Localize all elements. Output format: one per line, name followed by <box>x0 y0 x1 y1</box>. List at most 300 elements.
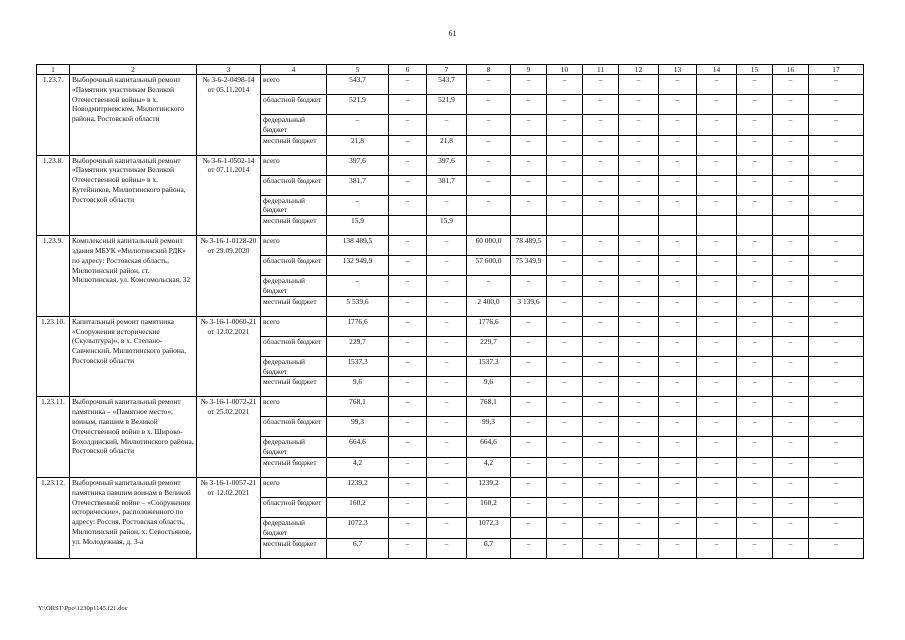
amount-cell: – <box>659 155 697 175</box>
amount-cell: – <box>809 115 864 136</box>
amount-cell: – <box>619 397 659 417</box>
amount-cell <box>619 216 659 236</box>
amount-cell: – <box>389 175 427 195</box>
amount-cell: – <box>697 175 737 195</box>
amount-cell: – <box>547 377 583 397</box>
funding-source: федеральный бюджет <box>261 115 327 136</box>
amount-cell: – <box>583 417 619 437</box>
amount-cell: – <box>619 75 659 95</box>
amount-cell: 138 489,5 <box>327 236 389 256</box>
amount-cell: – <box>389 437 427 458</box>
amount-cell: – <box>737 316 773 336</box>
object-name: Выборочный капитальный ремонт «Памятник участникам Великой Отечественной войны» в х. Кутейников, Милютинского района, Ростовской области <box>70 155 197 236</box>
amount-cell: – <box>659 517 697 538</box>
item-number: 1.23.10. <box>37 316 70 397</box>
amount-cell: – <box>773 195 809 216</box>
amount-cell: – <box>697 276 737 297</box>
amount-cell: – <box>583 175 619 195</box>
amount-cell: – <box>467 75 511 95</box>
amount-cell <box>737 216 773 236</box>
amount-cell: – <box>697 115 737 136</box>
object-name: Выборочный капитальный ремонт памятника – «Памятное место», воинам, павшим в Великой Отечественной войне в х. Широко-Бохолдинский, Милютинского района, Ростовской области <box>70 397 197 478</box>
table-row <box>37 236 864 256</box>
amount-cell: – <box>389 377 427 397</box>
amount-cell: – <box>619 256 659 276</box>
amount-cell: – <box>427 538 467 558</box>
amount-cell: 1537,3 <box>327 356 389 377</box>
amount-cell: – <box>737 477 773 497</box>
amount-cell: – <box>583 437 619 458</box>
column-number-header: 17 <box>809 65 864 75</box>
amount-cell: – <box>583 276 619 297</box>
amount-cell: – <box>773 256 809 276</box>
amount-cell: – <box>659 377 697 397</box>
amount-cell: – <box>737 115 773 136</box>
funding-source: местный бюджет <box>261 216 327 236</box>
amount-cell: – <box>737 75 773 95</box>
amount-cell: – <box>773 276 809 297</box>
amount-cell: – <box>737 155 773 175</box>
amount-cell: – <box>389 135 427 155</box>
amount-cell: – <box>547 336 583 356</box>
amount-cell: – <box>773 175 809 195</box>
amount-cell: – <box>427 417 467 437</box>
amount-cell: – <box>583 195 619 216</box>
amount-cell: 1239,2 <box>327 477 389 497</box>
amount-cell <box>697 216 737 236</box>
amount-cell: – <box>697 135 737 155</box>
amount-cell: – <box>773 457 809 477</box>
column-number-header: 11 <box>583 65 619 75</box>
amount-cell: – <box>547 538 583 558</box>
amount-cell: – <box>737 377 773 397</box>
amount-cell: – <box>389 356 427 377</box>
amount-cell: – <box>697 417 737 437</box>
amount-cell: – <box>619 517 659 538</box>
amount-cell: – <box>467 175 511 195</box>
amount-cell: – <box>697 437 737 458</box>
amount-cell: – <box>389 195 427 216</box>
amount-cell: – <box>809 517 864 538</box>
amount-cell: – <box>583 75 619 95</box>
amount-cell: – <box>583 538 619 558</box>
column-number-header: 6 <box>389 65 427 75</box>
amount-cell: 397,6 <box>327 155 389 175</box>
amount-cell: – <box>389 95 427 115</box>
amount-cell: – <box>697 538 737 558</box>
amount-cell: – <box>659 276 697 297</box>
amount-cell: – <box>427 377 467 397</box>
amount-cell: – <box>809 256 864 276</box>
amount-cell: – <box>809 538 864 558</box>
amount-cell: 78 489,5 <box>511 236 547 256</box>
amount-cell: – <box>583 477 619 497</box>
funding-source: федеральный бюджет <box>261 356 327 377</box>
funding-source: областной бюджет <box>261 256 327 276</box>
column-number-header: 8 <box>467 65 511 75</box>
amount-cell: – <box>659 538 697 558</box>
amount-cell: – <box>427 457 467 477</box>
amount-cell: – <box>547 517 583 538</box>
amount-cell: – <box>619 538 659 558</box>
object-name: Капитальный ремонт памятника «Сооружения исторические (Скульптура)», в х. Степано-Савченский, Милютинского района, Ростовской области <box>70 316 197 397</box>
amount-cell: – <box>547 477 583 497</box>
amount-cell: – <box>547 397 583 417</box>
funding-source: всего <box>261 316 327 336</box>
amount-cell: 15,9 <box>427 216 467 236</box>
amount-cell: – <box>619 195 659 216</box>
amount-cell: – <box>547 135 583 155</box>
amount-cell: – <box>619 236 659 256</box>
amount-cell: – <box>659 296 697 316</box>
amount-cell: – <box>511 477 547 497</box>
amount-cell: – <box>809 75 864 95</box>
column-number-header: 10 <box>547 65 583 75</box>
amount-cell: – <box>547 155 583 175</box>
amount-cell: – <box>697 256 737 276</box>
amount-cell: – <box>773 397 809 417</box>
amount-cell: – <box>809 377 864 397</box>
amount-cell: – <box>773 155 809 175</box>
amount-cell: 4,2 <box>467 457 511 477</box>
amount-cell: – <box>427 296 467 316</box>
amount-cell: – <box>583 457 619 477</box>
amount-cell: – <box>659 437 697 458</box>
amount-cell: 768,1 <box>327 397 389 417</box>
funding-source: местный бюджет <box>261 538 327 558</box>
amount-cell: – <box>389 236 427 256</box>
amount-cell: – <box>427 316 467 336</box>
amount-cell: – <box>547 195 583 216</box>
amount-cell <box>467 216 511 236</box>
amount-cell: – <box>697 316 737 336</box>
amount-cell: 1239,2 <box>467 477 511 497</box>
amount-cell: – <box>619 115 659 136</box>
amount-cell: 664,6 <box>467 437 511 458</box>
amount-cell <box>583 216 619 236</box>
amount-cell: 1072,3 <box>467 517 511 538</box>
amount-cell: – <box>389 397 427 417</box>
amount-cell: – <box>547 437 583 458</box>
amount-cell: – <box>583 497 619 517</box>
footer-file-path: Y:\ORST\Ppo\1230p1145.f21.doc <box>38 605 128 612</box>
amount-cell <box>389 216 427 236</box>
amount-cell: 57 600,0 <box>467 256 511 276</box>
amount-cell: – <box>697 336 737 356</box>
table-body <box>37 75 864 559</box>
amount-cell: – <box>583 356 619 377</box>
amount-cell <box>659 216 697 236</box>
funding-source: местный бюджет <box>261 135 327 155</box>
amount-cell: – <box>427 397 467 417</box>
amount-cell: – <box>511 336 547 356</box>
amount-cell: – <box>659 316 697 336</box>
amount-cell: – <box>467 276 511 297</box>
column-number-header: 9 <box>511 65 547 75</box>
funding-source: областной бюджет <box>261 497 327 517</box>
amount-cell: 4,2 <box>327 457 389 477</box>
amount-cell: – <box>389 155 427 175</box>
amount-cell: – <box>511 538 547 558</box>
column-number-header: 2 <box>70 65 197 75</box>
amount-cell: – <box>809 397 864 417</box>
amount-cell: – <box>809 276 864 297</box>
amount-cell <box>547 216 583 236</box>
amount-cell: – <box>737 397 773 417</box>
funding-source: местный бюджет <box>261 296 327 316</box>
amount-cell: – <box>773 356 809 377</box>
amount-cell: – <box>737 296 773 316</box>
amount-cell: – <box>547 276 583 297</box>
amount-cell: – <box>737 336 773 356</box>
amount-cell: – <box>659 417 697 437</box>
column-number-header: 5 <box>327 65 389 75</box>
amount-cell: – <box>809 175 864 195</box>
amount-cell: – <box>773 115 809 136</box>
amount-cell: 768,1 <box>467 397 511 417</box>
amount-cell: 9,6 <box>327 377 389 397</box>
header-row <box>37 65 864 75</box>
amount-cell: – <box>619 356 659 377</box>
amount-cell: – <box>619 296 659 316</box>
amount-cell: – <box>389 336 427 356</box>
table-row <box>37 155 864 175</box>
page-number: 61 <box>448 29 457 38</box>
amount-cell: 21,8 <box>427 135 467 155</box>
amount-cell: – <box>547 115 583 136</box>
amount-cell: – <box>511 75 547 95</box>
column-number-header: 1 <box>37 65 70 75</box>
amount-cell: – <box>547 316 583 336</box>
amount-cell: – <box>809 356 864 377</box>
amount-cell: – <box>467 95 511 115</box>
item-number: 1.23.11. <box>37 397 70 478</box>
amount-cell: – <box>389 256 427 276</box>
amount-cell: – <box>697 95 737 115</box>
amount-cell: – <box>697 377 737 397</box>
expertise-document: № 3-6-2-0498-14 от 05.11.2014 <box>197 75 261 156</box>
object-name: Выборочный капитальный ремонт «Памятник участникам Великой Отечественной войны» в х. Новодмитриевском, Милютинского района, Ростовской области <box>70 75 197 156</box>
amount-cell: 9,6 <box>467 377 511 397</box>
amount-cell: – <box>547 175 583 195</box>
amount-cell: – <box>773 417 809 437</box>
amount-cell: 99,3 <box>327 417 389 437</box>
amount-cell: – <box>427 356 467 377</box>
amount-cell: – <box>737 437 773 458</box>
amount-cell: – <box>389 316 427 336</box>
amount-cell: – <box>619 155 659 175</box>
amount-cell: – <box>511 356 547 377</box>
amount-cell: 1537,3 <box>467 356 511 377</box>
amount-cell: – <box>659 95 697 115</box>
amount-cell: – <box>697 296 737 316</box>
amount-cell: – <box>389 477 427 497</box>
table-row <box>37 477 864 497</box>
amount-cell: – <box>547 497 583 517</box>
amount-cell: – <box>773 316 809 336</box>
amount-cell: – <box>737 236 773 256</box>
amount-cell: – <box>467 195 511 216</box>
amount-cell: – <box>619 276 659 297</box>
amount-cell: – <box>737 195 773 216</box>
amount-cell: – <box>389 457 427 477</box>
amount-cell: – <box>773 236 809 256</box>
amount-cell: – <box>809 457 864 477</box>
amount-cell <box>809 216 864 236</box>
amount-cell: – <box>511 195 547 216</box>
column-number-header: 14 <box>697 65 737 75</box>
amount-cell: – <box>619 175 659 195</box>
amount-cell: – <box>697 195 737 216</box>
amount-cell: – <box>427 236 467 256</box>
amount-cell: – <box>659 497 697 517</box>
expertise-document: № 3-16-1-0072-21 от 25.02.2021 <box>197 397 261 478</box>
amount-cell: – <box>427 517 467 538</box>
amount-cell: – <box>737 497 773 517</box>
amount-cell: – <box>773 477 809 497</box>
amount-cell: – <box>327 195 389 216</box>
amount-cell: – <box>547 75 583 95</box>
amount-cell: – <box>583 256 619 276</box>
amount-cell: – <box>547 95 583 115</box>
amount-cell: – <box>327 276 389 297</box>
amount-cell: – <box>809 336 864 356</box>
item-number: 1.23.8. <box>37 155 70 236</box>
amount-cell: – <box>737 135 773 155</box>
expertise-document: № 3-16-1-0057-21 от 12.02.2021 <box>197 477 261 558</box>
amount-cell: – <box>511 397 547 417</box>
amount-cell: – <box>389 497 427 517</box>
amount-cell: – <box>659 356 697 377</box>
column-number-header: 12 <box>619 65 659 75</box>
funding-source: местный бюджет <box>261 377 327 397</box>
column-number-header: 3 <box>197 65 261 75</box>
amount-cell: – <box>427 195 467 216</box>
amount-cell: – <box>809 95 864 115</box>
amount-cell: – <box>809 497 864 517</box>
amount-cell: – <box>619 336 659 356</box>
amount-cell: – <box>389 538 427 558</box>
budget-table <box>36 64 864 559</box>
funding-source: областной бюджет <box>261 175 327 195</box>
amount-cell: – <box>809 316 864 336</box>
funding-source: всего <box>261 236 327 256</box>
amount-cell: 3 139,6 <box>511 296 547 316</box>
amount-cell: – <box>773 95 809 115</box>
amount-cell: – <box>583 135 619 155</box>
amount-cell: – <box>659 195 697 216</box>
expertise-document: № 3-16-1-0060-21 от 12.02.2021 <box>197 316 261 397</box>
amount-cell: 15,9 <box>327 216 389 236</box>
amount-cell: – <box>659 397 697 417</box>
amount-cell: – <box>809 437 864 458</box>
amount-cell: – <box>697 457 737 477</box>
amount-cell: 229,7 <box>327 336 389 356</box>
amount-cell: – <box>583 397 619 417</box>
amount-cell: 6,7 <box>327 538 389 558</box>
amount-cell: – <box>773 437 809 458</box>
object-name: Выборочный капитальный ремонт памятника павшим воинам в Великой Отечественной войне – «Сооружения исторические», расположенного по адресу: Россия, Ростовская область, Милютинский район, х. Севостьянов, ул. Молодежная, д. 3-а <box>70 477 197 558</box>
funding-source: областной бюджет <box>261 95 327 115</box>
expertise-document: № 3-6-1-0502-14 от 07.11.2014 <box>197 155 261 236</box>
amount-cell: – <box>547 236 583 256</box>
amount-cell: – <box>619 417 659 437</box>
amount-cell: – <box>619 457 659 477</box>
amount-cell: – <box>773 538 809 558</box>
amount-cell: – <box>809 477 864 497</box>
amount-cell: – <box>511 497 547 517</box>
amount-cell: 1776,6 <box>327 316 389 336</box>
amount-cell: 132 949,9 <box>327 256 389 276</box>
table-row <box>37 397 864 417</box>
amount-cell: – <box>737 95 773 115</box>
amount-cell: – <box>427 437 467 458</box>
amount-cell: – <box>619 437 659 458</box>
amount-cell: – <box>773 296 809 316</box>
amount-cell: – <box>737 256 773 276</box>
amount-cell: – <box>511 316 547 336</box>
amount-cell: – <box>697 75 737 95</box>
amount-cell: 6,7 <box>467 538 511 558</box>
amount-cell: – <box>427 497 467 517</box>
amount-cell: 2 400,0 <box>467 296 511 316</box>
amount-cell: – <box>427 336 467 356</box>
funding-source: федеральный бюджет <box>261 276 327 297</box>
amount-cell: – <box>547 296 583 316</box>
amount-cell: – <box>697 155 737 175</box>
amount-cell: – <box>659 115 697 136</box>
amount-cell: – <box>809 195 864 216</box>
amount-cell: 521,9 <box>427 95 467 115</box>
funding-source: федеральный бюджет <box>261 437 327 458</box>
item-number: 1.23.9. <box>37 236 70 317</box>
amount-cell: 664,6 <box>327 437 389 458</box>
amount-cell: – <box>583 316 619 336</box>
amount-cell: – <box>511 135 547 155</box>
funding-source: федеральный бюджет <box>261 195 327 216</box>
amount-cell: 397,6 <box>427 155 467 175</box>
amount-cell: – <box>659 236 697 256</box>
amount-cell: – <box>427 477 467 497</box>
amount-cell: – <box>389 75 427 95</box>
amount-cell: – <box>619 316 659 336</box>
amount-cell: 21,8 <box>327 135 389 155</box>
amount-cell: – <box>619 135 659 155</box>
amount-cell: – <box>511 276 547 297</box>
amount-cell: 160,2 <box>327 497 389 517</box>
funding-source: областной бюджет <box>261 336 327 356</box>
amount-cell: 1776,6 <box>467 316 511 336</box>
item-number: 1.23.12. <box>37 477 70 558</box>
funding-source: всего <box>261 75 327 95</box>
amount-cell: – <box>511 517 547 538</box>
amount-cell: – <box>737 538 773 558</box>
amount-cell: – <box>583 236 619 256</box>
amount-cell: – <box>427 115 467 136</box>
amount-cell: – <box>389 115 427 136</box>
amount-cell: 543,7 <box>327 75 389 95</box>
amount-cell: – <box>511 115 547 136</box>
amount-cell: – <box>697 477 737 497</box>
amount-cell: – <box>583 517 619 538</box>
amount-cell: – <box>511 95 547 115</box>
table-row <box>37 75 864 95</box>
amount-cell: – <box>389 276 427 297</box>
funding-source: федеральный бюджет <box>261 517 327 538</box>
funding-source: местный бюджет <box>261 457 327 477</box>
amount-cell: – <box>737 356 773 377</box>
amount-cell: – <box>389 417 427 437</box>
